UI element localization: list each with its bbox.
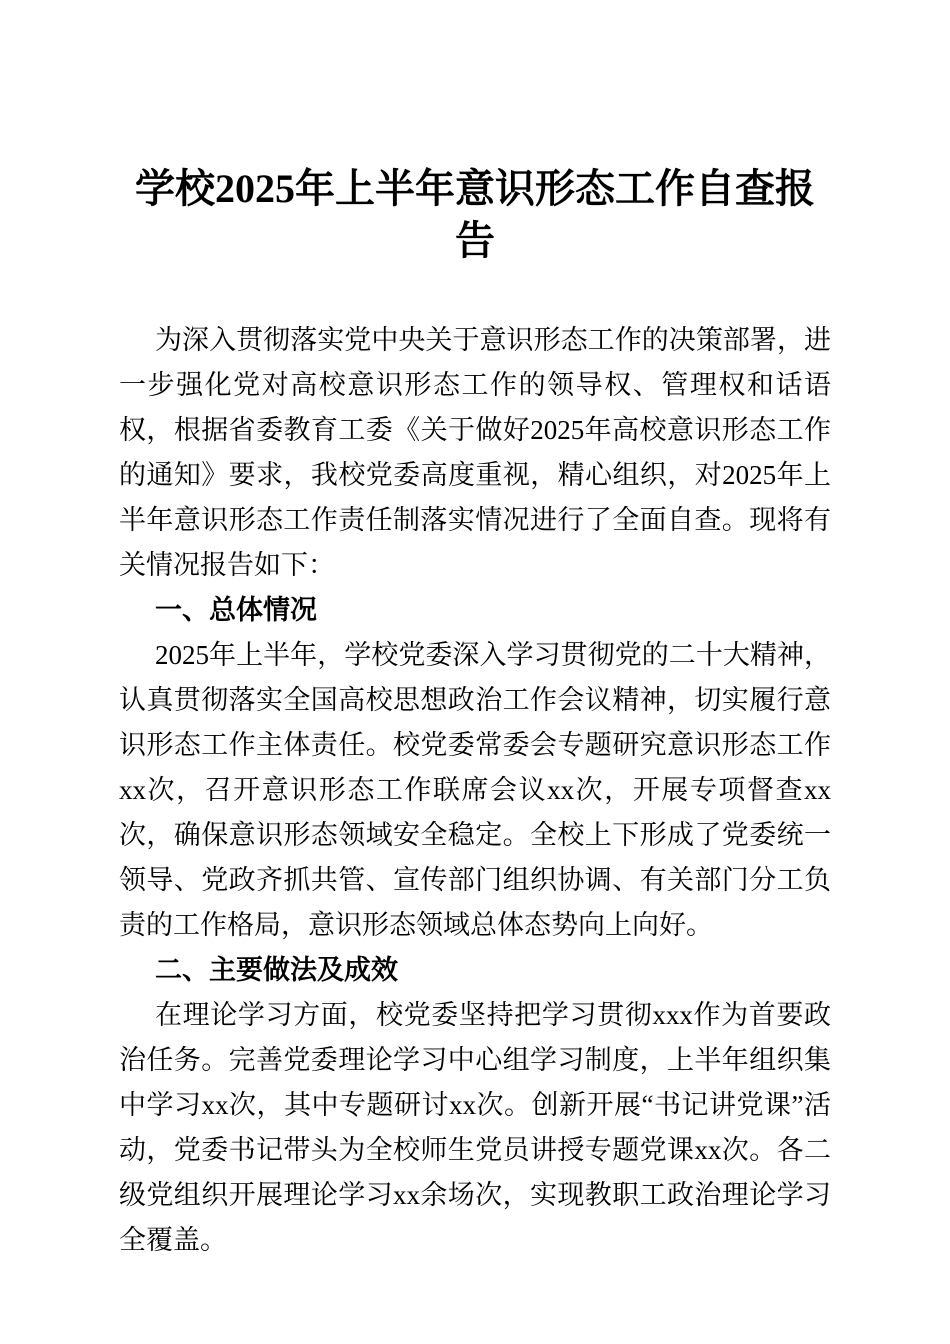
document-body (119, 318, 831, 1263)
paragraph-intro: 为深入贯彻落实党中央关于意识形态工作的决策部署，进一步强化党对高校意识形态工作的领导权、管理权和话语权，根据省委教育工委《关于做好2025年高校意识形态工作的通知》要求，我校党委高度重视，精心组织，对2025年上半年意识形态工作责任制落实情况进行了全面自查。现将有关情况报告如下： (119, 325, 831, 580)
document-title: 学校2025年上半年意识形态工作自查报告 (135, 166, 815, 263)
section-heading-main-practices: 二、主要做法及成效 (155, 955, 398, 985)
paragraph-overall-situation: 2025年上半年，学校党委深入学习贯彻党的二十大精神，认真贯彻落实全国高校思想政治工作会议精神，切实履行意识形态工作主体责任。校党委常委会专题研究意识形态工作xx次，召开意识形态工作联席会议xx次，开展专项督查xx次，确保意识形态领域安全稳定。全校上下形成了党委统一领导、党政齐抓共管、宣传部门组织协调、有关部门分工负责的工作格局，意识形态领域总体态势向上向好。 (119, 640, 831, 940)
paragraph-theory-learning: 在理论学习方面，校党委坚持把学习贯彻xxx作为首要政治任务。完善党委理论学习中心组学习制度，上半年组织集中学习xx次，其中专题研讨xx次。创新开展“书记讲党课”活动，党委书记带头为全校师生党员讲授专题党课xx次。各二级党组织开展理论学习xx余场次，实现教职工政治理论学习全覆盖。 (119, 1000, 831, 1255)
document-content (119, 163, 831, 1263)
section-heading-overall-situation: 一、总体情况 (155, 595, 317, 625)
